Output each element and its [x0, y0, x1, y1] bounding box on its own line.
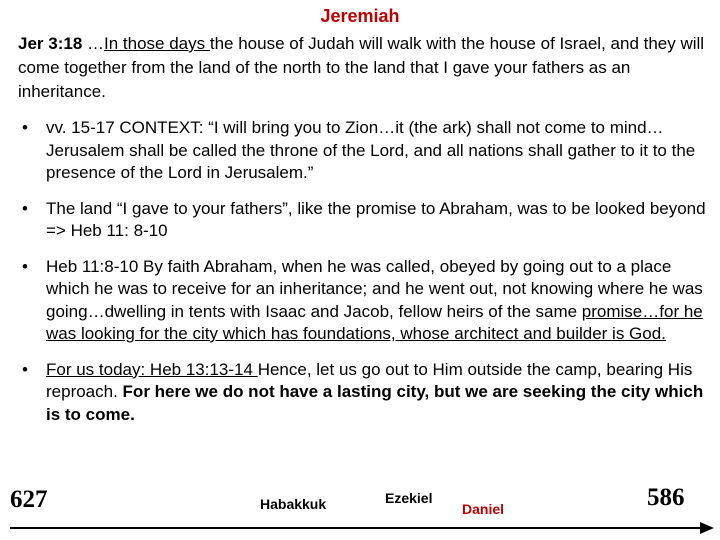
key-verse: [18, 32, 708, 104]
timeline-arrow-icon: [700, 522, 714, 534]
timeline-label-ezekiel: Ezekiel: [385, 490, 433, 506]
bullet-dot-icon: •: [22, 359, 28, 379]
bullet-text: The land “I gave to your fathers”, like the promise to Abraham, was to be looked beyond => Heb 11: 8-10: [46, 198, 706, 240]
bullet-heb-13: [18, 359, 708, 427]
page-title: Jeremiah: [320, 6, 400, 26]
verse-underlined-phrase: In those days: [104, 34, 210, 53]
bullet-text: Hence, let us go out to Him outside the camp, bearing His reproach.: [46, 359, 693, 401]
bullet-underlined-text: For us today: Heb 13:13-14: [46, 359, 258, 379]
bullet-text: Heb 11:8-10 By faith Abraham, when he was called, obeyed by going out to a place which he was to receive for an inheritance; and he went out, not knowing where he was going…dwelling in tents with Isaac and Jacob, fellow heirs of the same: [46, 256, 703, 321]
bullet-list: [18, 117, 708, 439]
verse-ellipsis: …: [82, 34, 105, 53]
bullet-text: vv. 15-17 CONTEXT: “I will bring you to Zion…it (the ark) shall not come to mind… Jerusalem shall be called the throne of the Lord, and all nations shall gather to it to the presence of the Lord in Jerusalem.”: [46, 118, 696, 182]
timeline-label-habakkuk: Habakkuk: [260, 496, 327, 512]
bullet-dot-icon: •: [22, 118, 28, 137]
bullet-context: [18, 117, 708, 185]
timeline-label-daniel: Daniel: [462, 501, 505, 517]
bullet-heb-11: [18, 256, 708, 346]
verse-reference: Jer 3:18: [18, 34, 83, 53]
start-year: 627: [10, 486, 48, 513]
bullet-bold-text: For here we do not have a lasting city, but we are seeking the city which is to come.: [46, 382, 704, 424]
bullet-dot-icon: •: [22, 198, 28, 218]
bullet-dot-icon: •: [22, 256, 28, 276]
end-year: 586: [647, 484, 685, 511]
bullet-underlined-text: promise…for he was looking for the city which has foundations, whose architect and builder is God.: [46, 301, 703, 343]
bullet-land: [18, 198, 708, 243]
verse-text: the house of Judah will walk with the house of Israel, and they will come together from the land of the north to the land that I gave your fathers as an inheritance.: [18, 34, 705, 101]
timeline-line: [10, 527, 700, 529]
